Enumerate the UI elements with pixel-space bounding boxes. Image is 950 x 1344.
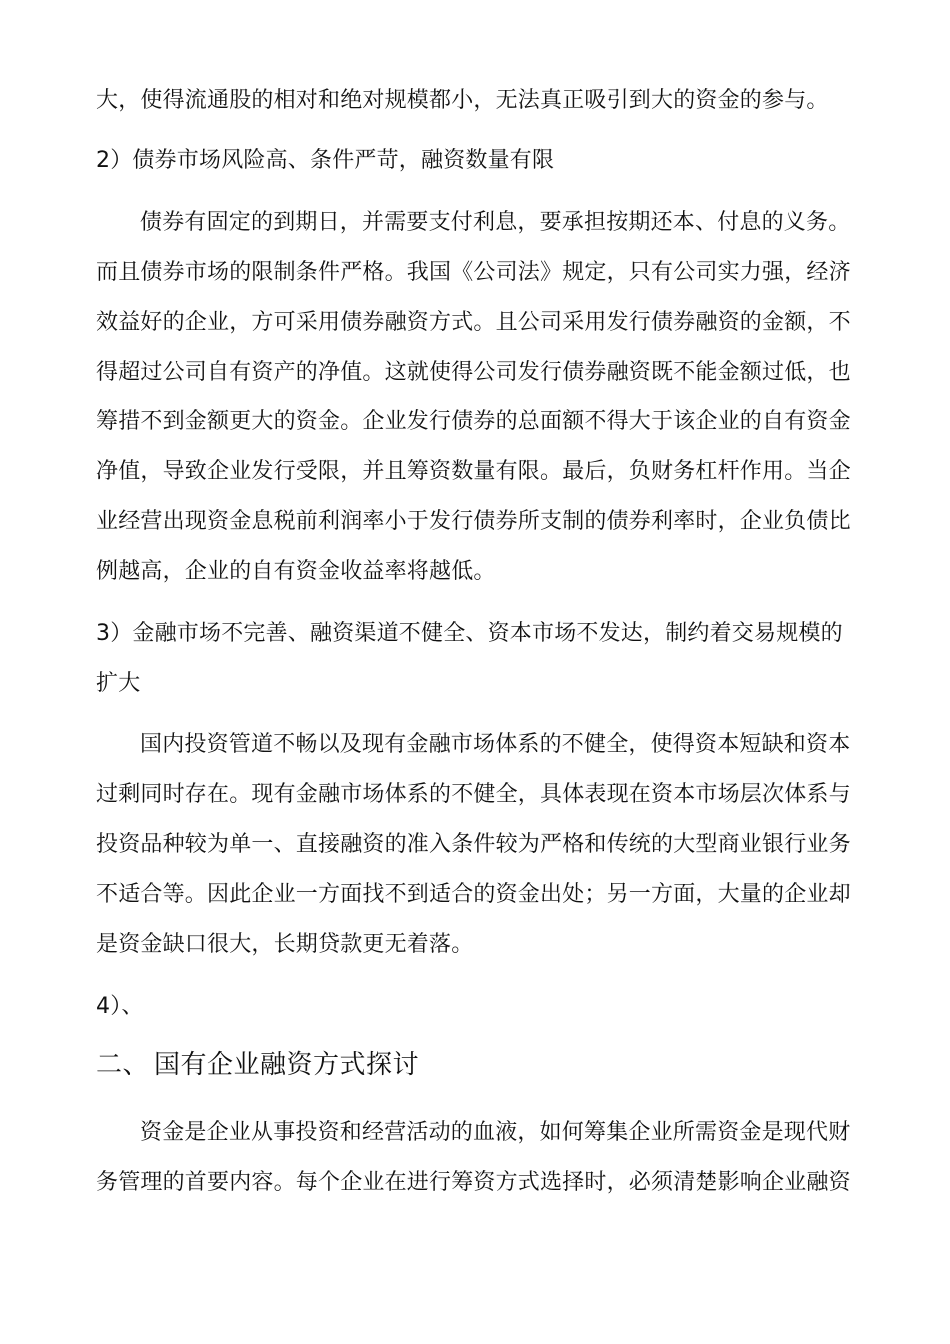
paragraph-line: 净值，导致企业发行受限，并且筹资数量有限。最后，负财务杠杆作用。当企 [96,459,851,484]
paragraph-line: 资金是企业从事投资和经营活动的血液，如何筹集企业所需资金是现代财 [140,1120,851,1145]
subsection-title: 2）债券市场风险高、条件严苛，融资数量有限 [96,148,555,173]
paragraph-line: 效益好的企业，方可采用债券融资方式。且公司采用发行债券融资的金额，不 [96,310,851,335]
paragraph-line: 不适合等。因此企业一方面找不到适合的资金出处；另一方面，大量的企业却 [96,882,851,907]
paragraph-line: 过剩同时存在。现有金融市场体系的不健全，具体表现在资本市场层次体系与 [96,782,851,807]
paragraph-line: 得超过公司自有资产的净值。这就使得公司发行债券融资既不能金额过低，也 [96,360,851,385]
subsection-title: 3）金融市场不完善、融资渠道不健全、资本市场不发达，制约着交易规模的 [96,621,843,646]
section-number: 二、 [96,1050,150,1080]
paragraph-line: 例越高，企业的自有资金收益率将越低。 [96,559,496,584]
section-heading [96,1048,419,1082]
subsection-title-continued: 扩大 [96,671,141,696]
subsection-title: 4）、 [96,994,144,1019]
paragraph-line: 务管理的首要内容。每个企业在进行筹资方式选择时，必须清楚影响企业融资 [96,1170,851,1195]
paragraph-line: 投资品种较为单一、直接融资的准入条件较为严格和传统的大型商业银行业务 [96,832,851,857]
paragraph-line: 债券有固定的到期日，并需要支付利息，要承担按期还本、付息的义务。 [140,210,851,235]
section-title: 国有企业融资方式探讨 [154,1050,420,1080]
paragraph-line: 业经营出现资金息税前利润率小于发行债券所支制的债券利率时，企业负债比 [96,509,851,534]
paragraph-line: 筹措不到金额更大的资金。企业发行债券的总面额不得大于该企业的自有资金 [96,409,851,434]
paragraph-line: 大，使得流通股的相对和绝对规模都小，无法真正吸引到大的资金的参与。 [96,88,829,113]
paragraph-line: 而且债券市场的限制条件严格。我国《公司法》规定，只有公司实力强，经济 [96,260,851,285]
paragraph-line: 是资金缺口很大，长期贷款更无着落。 [96,932,474,957]
paragraph-line: 国内投资管道不畅以及现有金融市场体系的不健全，使得资本短缺和资本 [140,732,851,757]
